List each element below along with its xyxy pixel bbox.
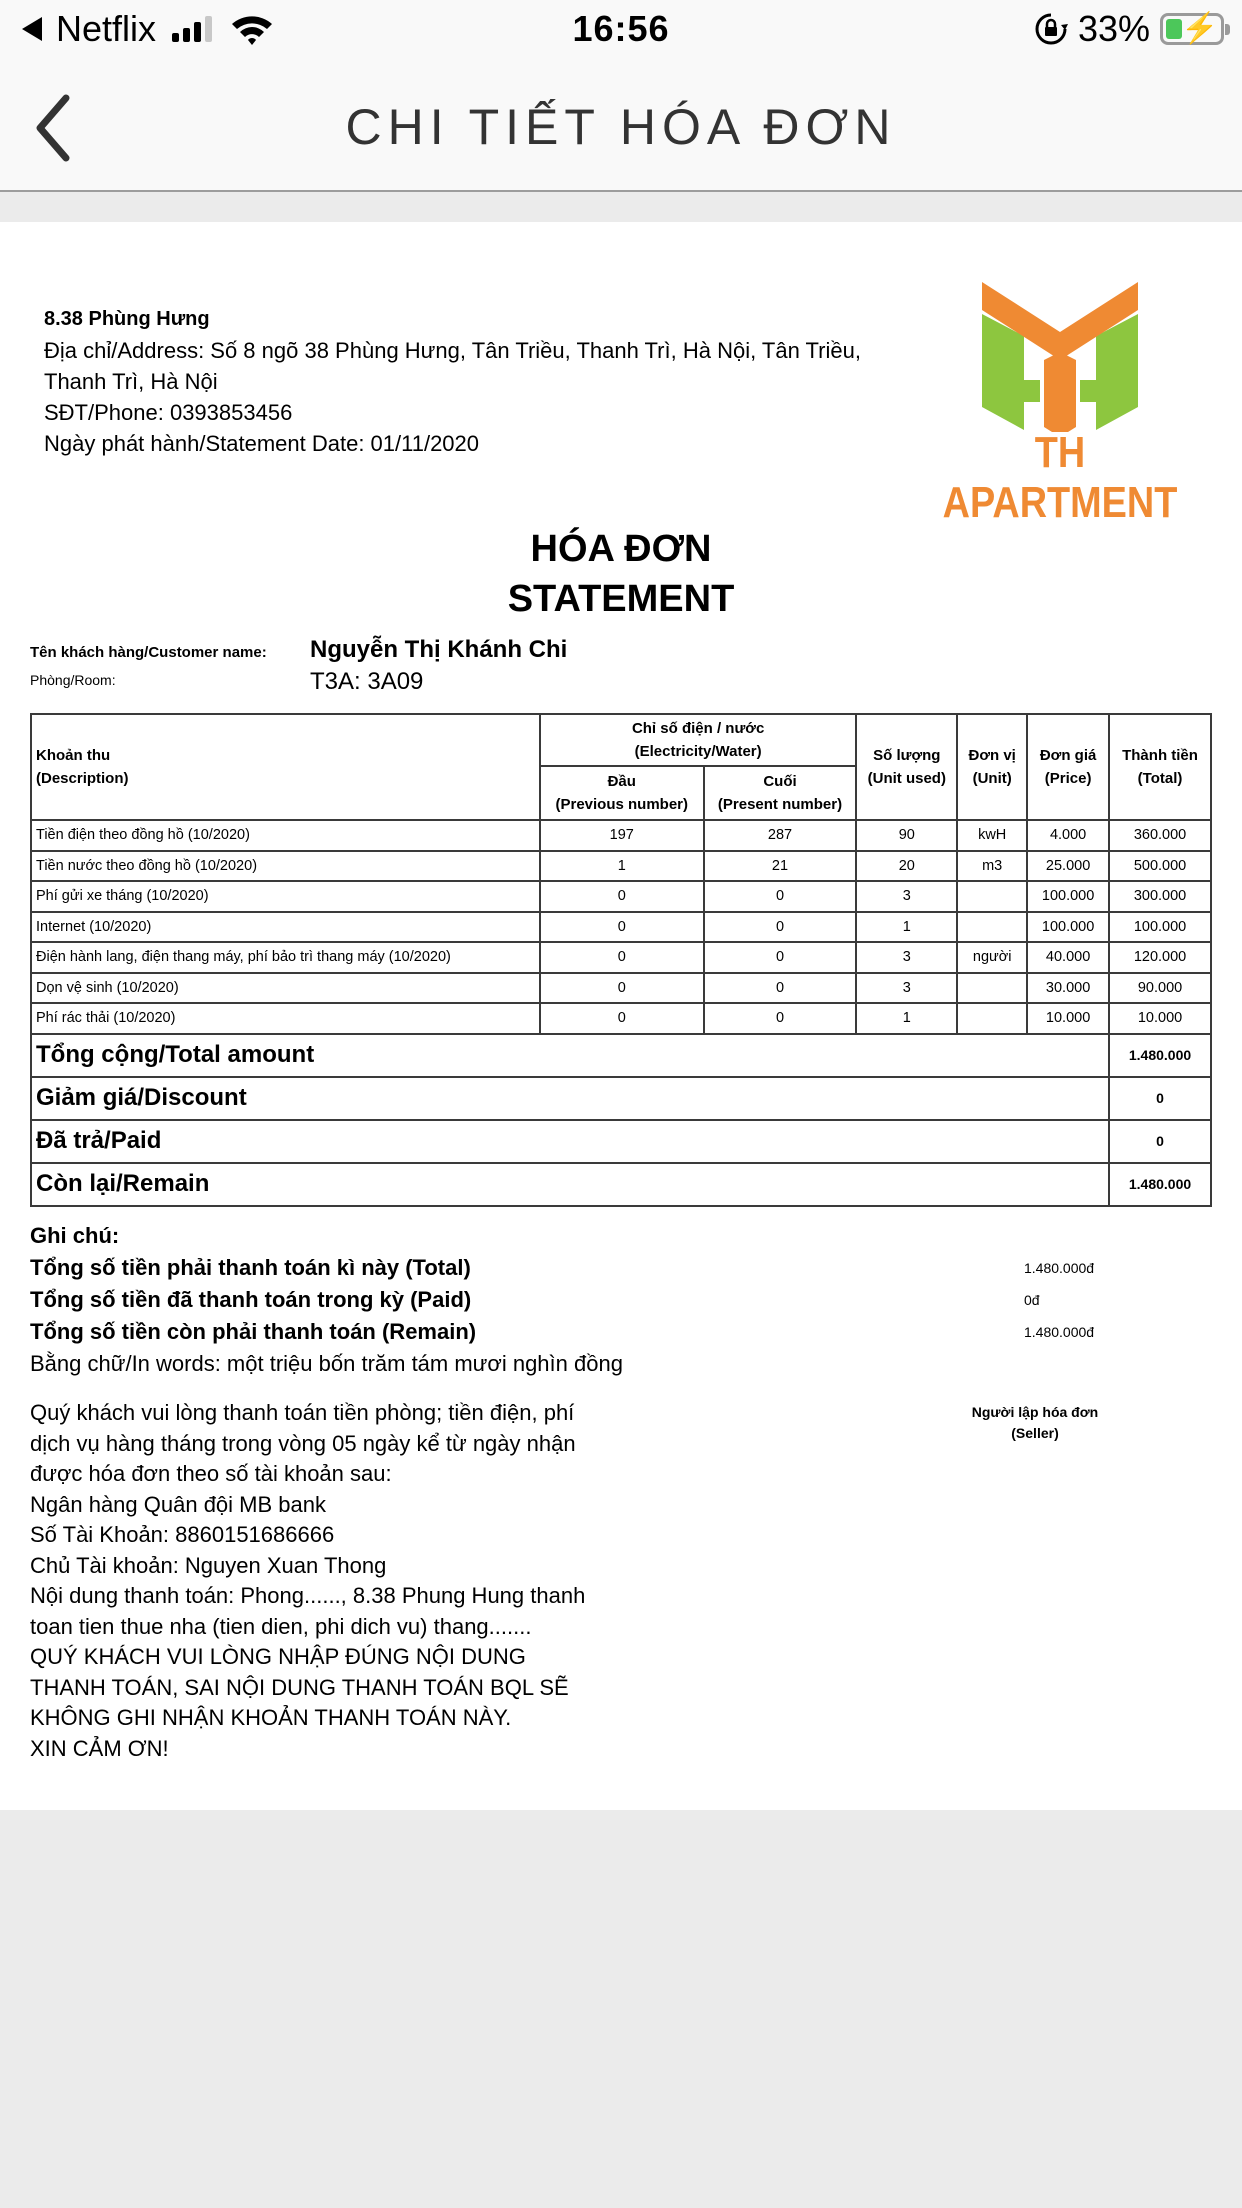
summary-row [31,1163,1211,1206]
cell-unit: m3 [957,851,1027,882]
cell-price: 4.000 [1027,820,1109,851]
battery-percent: 33% [1077,8,1150,49]
company-logo [900,252,1220,527]
payment-line: Chủ Tài khoản: Nguyen Xuan Thong [30,1552,387,1578]
header-present: Cuối (Present number) [704,766,857,820]
company-name: 8.38 Phùng Hưng [44,308,210,330]
cell-quantity: 3 [856,942,957,973]
notes-heading: Ghi chú: [30,1223,120,1248]
table-row [31,851,1211,882]
summary-value: 1.480.000 [1109,1034,1211,1077]
statement-date: Ngày phát hành/Statement Date: 01/11/2020 [44,431,480,456]
note-remain-value: 1.480.000đ [1024,1324,1095,1340]
customer-name-label: Tên khách hàng/Customer name: [30,644,267,661]
cell-description: Dọn vệ sinh (10/2020) [31,973,540,1004]
cell-total: 120.000 [1109,942,1211,973]
cell-total: 100.000 [1109,912,1211,943]
invoice-document [0,222,1242,1810]
payment-line: Ngân hàng Quân đội MB bank [30,1491,326,1517]
rotation-lock-icon [1034,12,1068,46]
page-title: CHI TIẾT HÓA ĐƠN [345,99,897,155]
back-app-label: Netflix [56,8,157,49]
customer-name: Nguyễn Thị Khánh Chi [310,636,568,663]
cell-total: 500.000 [1109,851,1211,882]
th-logo-icon [900,252,1220,432]
cell-quantity: 1 [856,912,957,943]
cell-price: 30.000 [1027,973,1109,1004]
table-row [31,881,1211,912]
cell-total: 360.000 [1109,820,1211,851]
divider [0,194,1242,222]
cell-present: 0 [704,912,857,943]
cell-unit: người [957,942,1027,973]
note-remain: Tổng số tiền còn phải thanh toán (Remain) 1.480.000đ [30,1316,1212,1348]
cell-present: 21 [704,851,857,882]
amount-in-words: Bằng chữ/In words: một triệu bốn trăm tám mươi nghìn đồng [30,1351,623,1376]
cell-unit [957,912,1027,943]
header-quantity: Số lượng (Unit used) [856,714,957,820]
note-paid: Tổng số tiền đã thanh toán trong kỳ (Paid) 0đ [30,1284,1212,1316]
document-title [0,524,1242,624]
battery-charging-icon: ⚡ [1160,13,1224,45]
status-bar [0,0,1242,62]
table-row [31,942,1211,973]
note-paid-value: 0đ [1024,1292,1040,1308]
notes-section [30,1220,1212,1380]
title-en: STATEMENT [507,578,735,620]
note-total-value: 1.480.000đ [1024,1260,1095,1276]
logo-text: TH APARTMENT [942,428,1178,527]
summary-label: Đã trả/Paid [31,1120,1109,1163]
header-price: Đơn giá (Price) [1027,714,1109,820]
cell-previous: 197 [540,820,704,851]
cell-total: 90.000 [1109,973,1211,1004]
cell-total: 300.000 [1109,881,1211,912]
cell-present: 287 [704,820,857,851]
payment-instructions [30,1398,630,1764]
cell-previous: 1 [540,851,704,882]
cell-unit [957,973,1027,1004]
seller-signature [940,1402,1130,1444]
cell-previous: 0 [540,1003,704,1034]
payment-line: Nội dung thanh toán: Phong......, 8.38 Phung Hung thanh [30,1583,586,1608]
payment-line: KHÔNG GHI NHẬN KHOẢN THANH TOÁN NÀY. [30,1705,512,1730]
table-row [31,1003,1211,1034]
cell-previous: 0 [540,973,704,1004]
cell-description: Điện hành lang, điện thang máy, phí bảo trì thang máy (10/2020) [31,942,540,973]
seller-label: Người lập hóa đơn [971,1404,1099,1420]
payment-line: QUÝ KHÁCH VUI LÒNG NHẬP ĐÚNG NỘI DUNG [30,1644,526,1669]
cell-present: 0 [704,973,857,1004]
company-address: Địa chỉ/Address: Số 8 ngõ 38 Phùng Hưng, Tân Triều, Thanh Trì, Hà Nội, Tân Triều, Thanh Trì, Hà Nội [44,338,861,394]
cell-quantity: 90 [856,820,957,851]
payment-line: THANH TOÁN, SAI NỘI DUNG THANH TOÁN BQL SẼ [30,1674,569,1700]
cell-price: 25.000 [1027,851,1109,882]
cell-unit [957,881,1027,912]
cell-quantity: 20 [856,851,957,882]
cell-price: 100.000 [1027,881,1109,912]
cell-quantity: 3 [856,973,957,1004]
cell-price: 40.000 [1027,942,1109,973]
cell-previous: 0 [540,942,704,973]
cell-quantity: 3 [856,881,957,912]
title-vi: HÓA ĐƠN [530,528,712,570]
cell-unit: kwH [957,820,1027,851]
cell-previous: 0 [540,881,704,912]
summary-label: Tổng cộng/Total amount [31,1034,1109,1077]
header-unit: Đơn vị (Unit) [957,714,1027,820]
cell-total: 10.000 [1109,1003,1211,1034]
summary-value: 0 [1109,1120,1211,1163]
summary-row [31,1034,1211,1077]
room-label: Phòng/Room: [30,672,116,688]
table-row [31,912,1211,943]
table-row [31,973,1211,1004]
summary-value: 1.480.000 [1109,1163,1211,1206]
company-phone: SĐT/Phone: 0393853456 [44,400,293,425]
payment-line: Quý khách vui lòng thanh toán tiền phòng; tiền điện, phí [30,1400,575,1425]
header-total: Thành tiền (Total) [1109,714,1211,820]
payment-line: Số Tài Khoản: 8860151686666 [30,1522,335,1547]
summary-label: Giảm giá/Discount [31,1077,1109,1120]
cell-price: 10.000 [1027,1003,1109,1034]
payment-line: được hóa đơn theo số tài khoản sau: [30,1461,392,1486]
cell-unit [957,1003,1027,1034]
summary-value: 0 [1109,1077,1211,1120]
cell-present: 0 [704,881,857,912]
cell-price: 100.000 [1027,912,1109,943]
cell-description: Phí rác thải (10/2020) [31,1003,540,1034]
payment-line: XIN CẢM ƠN! [30,1735,169,1761]
note-total: Tổng số tiền phải thanh toán kì này (Total) 1.480.000đ [30,1252,1212,1284]
summary-label: Còn lại/Remain [31,1163,1109,1206]
cell-present: 0 [704,1003,857,1034]
cell-present: 0 [704,942,857,973]
navigation-bar [0,62,1242,192]
cell-previous: 0 [540,912,704,943]
bill-table [30,713,1212,1207]
header-previous: Đầu (Previous number) [540,766,704,820]
cell-description: Tiền nước theo đồng hồ (10/2020) [31,851,540,882]
seller-label-en: (Seller) [1011,1425,1059,1441]
payment-line: dịch vụ hàng tháng trong vòng 05 ngày kể từ ngày nhận [30,1430,576,1456]
room-value: T3A: 3A09 [310,668,424,695]
cell-quantity: 1 [856,1003,957,1034]
cell-description: Internet (10/2020) [31,912,540,943]
cell-description: Tiền điện theo đồng hồ (10/2020) [31,820,540,851]
clock: 16:56 [572,8,670,49]
payment-line: toan tien thue nha (tien dien, phi dich vu) thang....... [30,1613,532,1639]
company-info [44,304,864,459]
summary-row [31,1120,1211,1163]
table-row [31,820,1211,851]
summary-row [31,1077,1211,1120]
cell-description: Phí gửi xe tháng (10/2020) [31,881,540,912]
header-meter-group: Chỉ số điện / nước (Electricity/Water) [540,714,856,766]
header-description: Khoản thu (Description) [31,714,540,820]
